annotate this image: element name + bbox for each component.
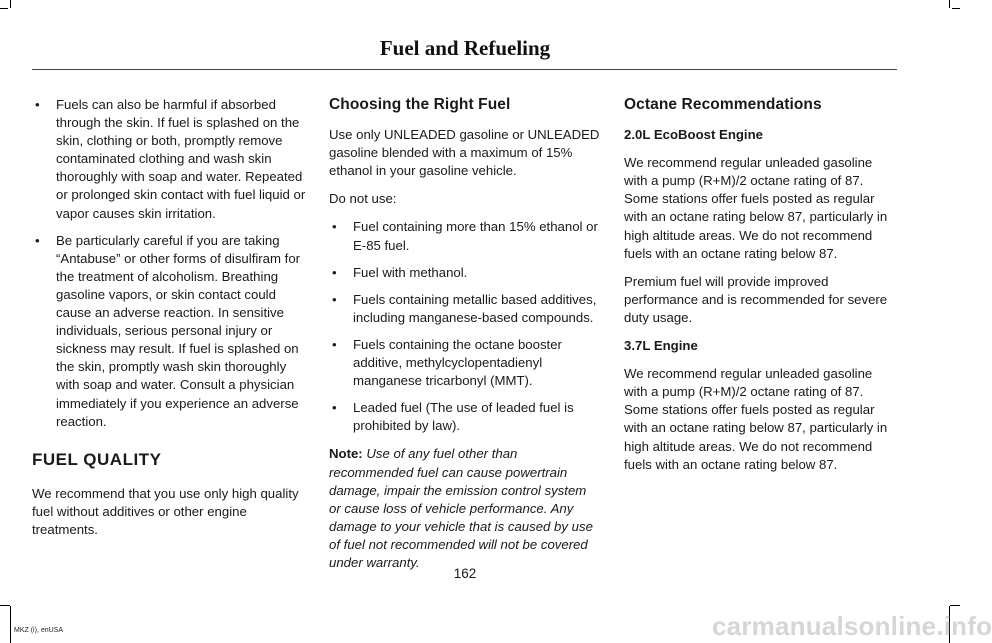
list-item: • Fuels can also be harmful if absorbed through the skin. If fuel is splashed on the skin, clothing or both, promptly remove contaminated clothing and wash skin thoroughly with soap and water. Repeated or prolonged skin contact with fuel liquid or vapor causes skin irritation. <box>32 96 307 223</box>
octane-heading: Octane Recommendations <box>624 96 822 113</box>
page-number: 162 <box>453 566 477 581</box>
list-item: • Fuel containing more than 15% ethanol or E-85 fuel. <box>329 218 601 254</box>
crop-mark <box>0 605 10 606</box>
page-title: Fuel and Refueling <box>379 36 551 60</box>
engine-37l-heading: 3.7L Engine <box>624 338 698 354</box>
header-rule <box>32 69 897 70</box>
list-item: • Fuel with methanol. <box>329 264 601 282</box>
watermark: carmanualsonline.info <box>712 611 992 641</box>
37l-paragraph: We recommend regular unleaded gasoline with a pump (R+M)/2 octane rating of 87. Some stations offer fuels posted as regular with an octane rating below 87, particularly in high altitude areas. We do not recommend fuels with an octane rating below 87. <box>624 366 888 472</box>
crop-mark <box>10 0 11 8</box>
choosing-fuel-heading: Choosing the Right Fuel <box>329 96 511 113</box>
crop-mark <box>10 606 11 643</box>
fuel-quality-text: We recommend that you use only high quality fuel without additives or other engine treatments. <box>32 485 299 537</box>
list-item: • Be particularly careful if you are taking “Antabuse” or other forms of disulfiram for the treatment of alcoholism. Breathing gasoline vapors, or skin contact could cause an adverse reaction. In sensitive individuals, serious personal injury or sickness may result. If fuel is splashed on the skin, promptly wash skin thoroughly with soap and water. Consult a physician immediately if you experience an adverse reaction. <box>32 232 307 431</box>
do-not-use-label: Do not use: <box>329 191 397 207</box>
engine-ecoboost-heading: 2.0L EcoBoost Engine <box>624 127 763 143</box>
premium-paragraph: Premium fuel will provide improved performance and is recommended for severe duty usage. <box>624 273 888 325</box>
column-right <box>624 96 896 484</box>
column-middle <box>329 96 601 582</box>
choosing-fuel-intro: Use only UNLEADED gasoline or UNLEADED gasoline blended with a maximum of 15% ethanol in your gasoline vehicle. <box>329 127 600 179</box>
crop-mark <box>950 605 960 606</box>
ecoboost-paragraph: We recommend regular unleaded gasoline with a pump (R+M)/2 octane rating of 87. Some stations offer fuels posted as regular with an octane rating below 87, particularly in high altitude areas. We do not recommend fuels with an octane rating below 87. <box>624 155 888 261</box>
warning-list <box>32 96 307 431</box>
list-item: • Leaded fuel (The use of leaded fuel is prohibited by law). <box>329 399 601 435</box>
list-item: • Fuels containing the octane booster additive, methylcyclopentadienyl manganese tricarbonyl (MMT). <box>329 336 601 390</box>
crop-mark <box>949 0 950 8</box>
footer-code: MKZ (i), enUSA <box>14 627 64 634</box>
fuel-quality-heading: FUEL QUALITY <box>32 449 162 469</box>
crop-mark <box>0 8 8 9</box>
note <box>329 445 601 572</box>
note-text: Use of any fuel other than recommended fuel can cause powertrain damage, impair the emission control system or cause loss of vehicle performance. Any damage to your vehicle that is caused by use of fuel not recommended will not be covered under warranty. <box>329 446 593 570</box>
crop-mark <box>952 8 960 9</box>
list-item: • Fuels containing metallic based additives, including manganese-based compounds. <box>329 291 601 327</box>
note-label: Note: <box>329 446 363 462</box>
column-left <box>32 96 307 549</box>
do-not-use-list <box>329 218 601 435</box>
